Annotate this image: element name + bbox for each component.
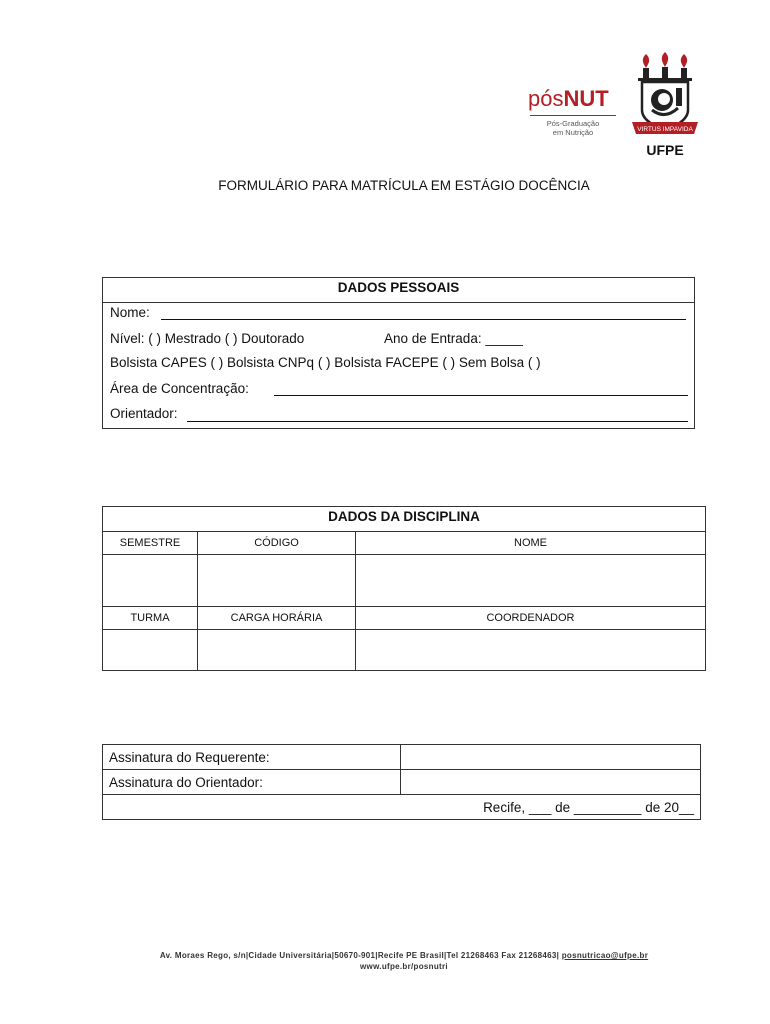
discipline-header: DADOS DA DISCIPLINA (103, 507, 706, 532)
coordenador-cell[interactable] (356, 630, 706, 671)
turma-cell[interactable] (103, 630, 198, 671)
footer-address: Av. Moraes Rego, s/n|Cidade Universitária|50670-901|Recife PE Brasil|Tel 21268463 Fax 21268463| (159, 951, 560, 960)
carga-horaria-cell[interactable] (198, 630, 356, 671)
posnut-subtitle (528, 119, 618, 137)
codigo-label: CÓDIGO (198, 532, 356, 555)
discipline-table (102, 506, 706, 671)
discipline-section (102, 506, 705, 668)
semestre-cell[interactable] (103, 555, 198, 607)
area-concentracao-field[interactable] (274, 395, 688, 396)
assinatura-requerente-field[interactable] (401, 745, 701, 770)
posnut-logo (528, 86, 620, 146)
signature-table (102, 744, 701, 820)
footer-website[interactable]: www.ufpe.br/posnutri (360, 962, 448, 971)
nome-disciplina-cell[interactable] (356, 555, 706, 607)
semestre-label: SEMESTRE (103, 532, 198, 555)
footer-email-link[interactable]: posnutricao@ufpe.br (561, 951, 649, 960)
assinatura-orientador-label: Assinatura do Orientador: (103, 770, 401, 795)
ufpe-ribbon-text: VIRTUS IMPAVIDA (637, 126, 693, 133)
codigo-cell[interactable] (198, 555, 356, 607)
footer (0, 950, 770, 972)
ano-entrada-label: Ano de Entrada: _____ (384, 331, 523, 346)
date-line[interactable]: Recife, ___ de _________ de 20__ (103, 795, 701, 820)
posnut-logo-title (528, 86, 620, 112)
posnut-divider (530, 115, 616, 116)
bolsista-label: Bolsista CAPES ( ) Bolsista CNPq ( ) Bolsista FACEPE ( ) Sem Bolsa ( ) (110, 355, 541, 370)
signature-section (102, 744, 700, 820)
posnut-subtitle-line1: Pós-Graduação (546, 119, 600, 128)
assinatura-orientador-field[interactable] (401, 770, 701, 795)
personal-data-header: DADOS PESSOAIS (103, 278, 694, 303)
assinatura-requerente-label: Assinatura do Requerente: (103, 745, 401, 770)
coordenador-label: COORDENADOR (356, 607, 706, 630)
posnut-subtitle-line2: em Nutrição (552, 128, 594, 137)
ufpe-label: UFPE (646, 142, 684, 158)
ufpe-logo (630, 50, 700, 162)
form-title: FORMULÁRIO PARA MATRÍCULA EM ESTÁGIO DOCÊNCIA (218, 178, 590, 193)
area-concentracao-label: Área de Concentração: (110, 381, 249, 396)
nome-field[interactable] (161, 319, 686, 320)
ufpe-crest-icon (630, 50, 700, 142)
orientador-label: Orientador: (110, 406, 178, 421)
personal-data-section (102, 277, 695, 429)
nome-label: Nome: (110, 305, 150, 320)
carga-horaria-label: CARGA HORÁRIA (198, 607, 356, 630)
turma-label: TURMA (103, 607, 198, 630)
posnut-prefix: pós (528, 86, 564, 111)
nivel-label: Nível: ( ) Mestrado ( ) Doutorado (110, 331, 305, 346)
orientador-field[interactable] (187, 421, 688, 422)
nome-disciplina-label: NOME (356, 532, 706, 555)
posnut-name: NUT (563, 86, 609, 111)
footer-address-line (0, 950, 770, 961)
